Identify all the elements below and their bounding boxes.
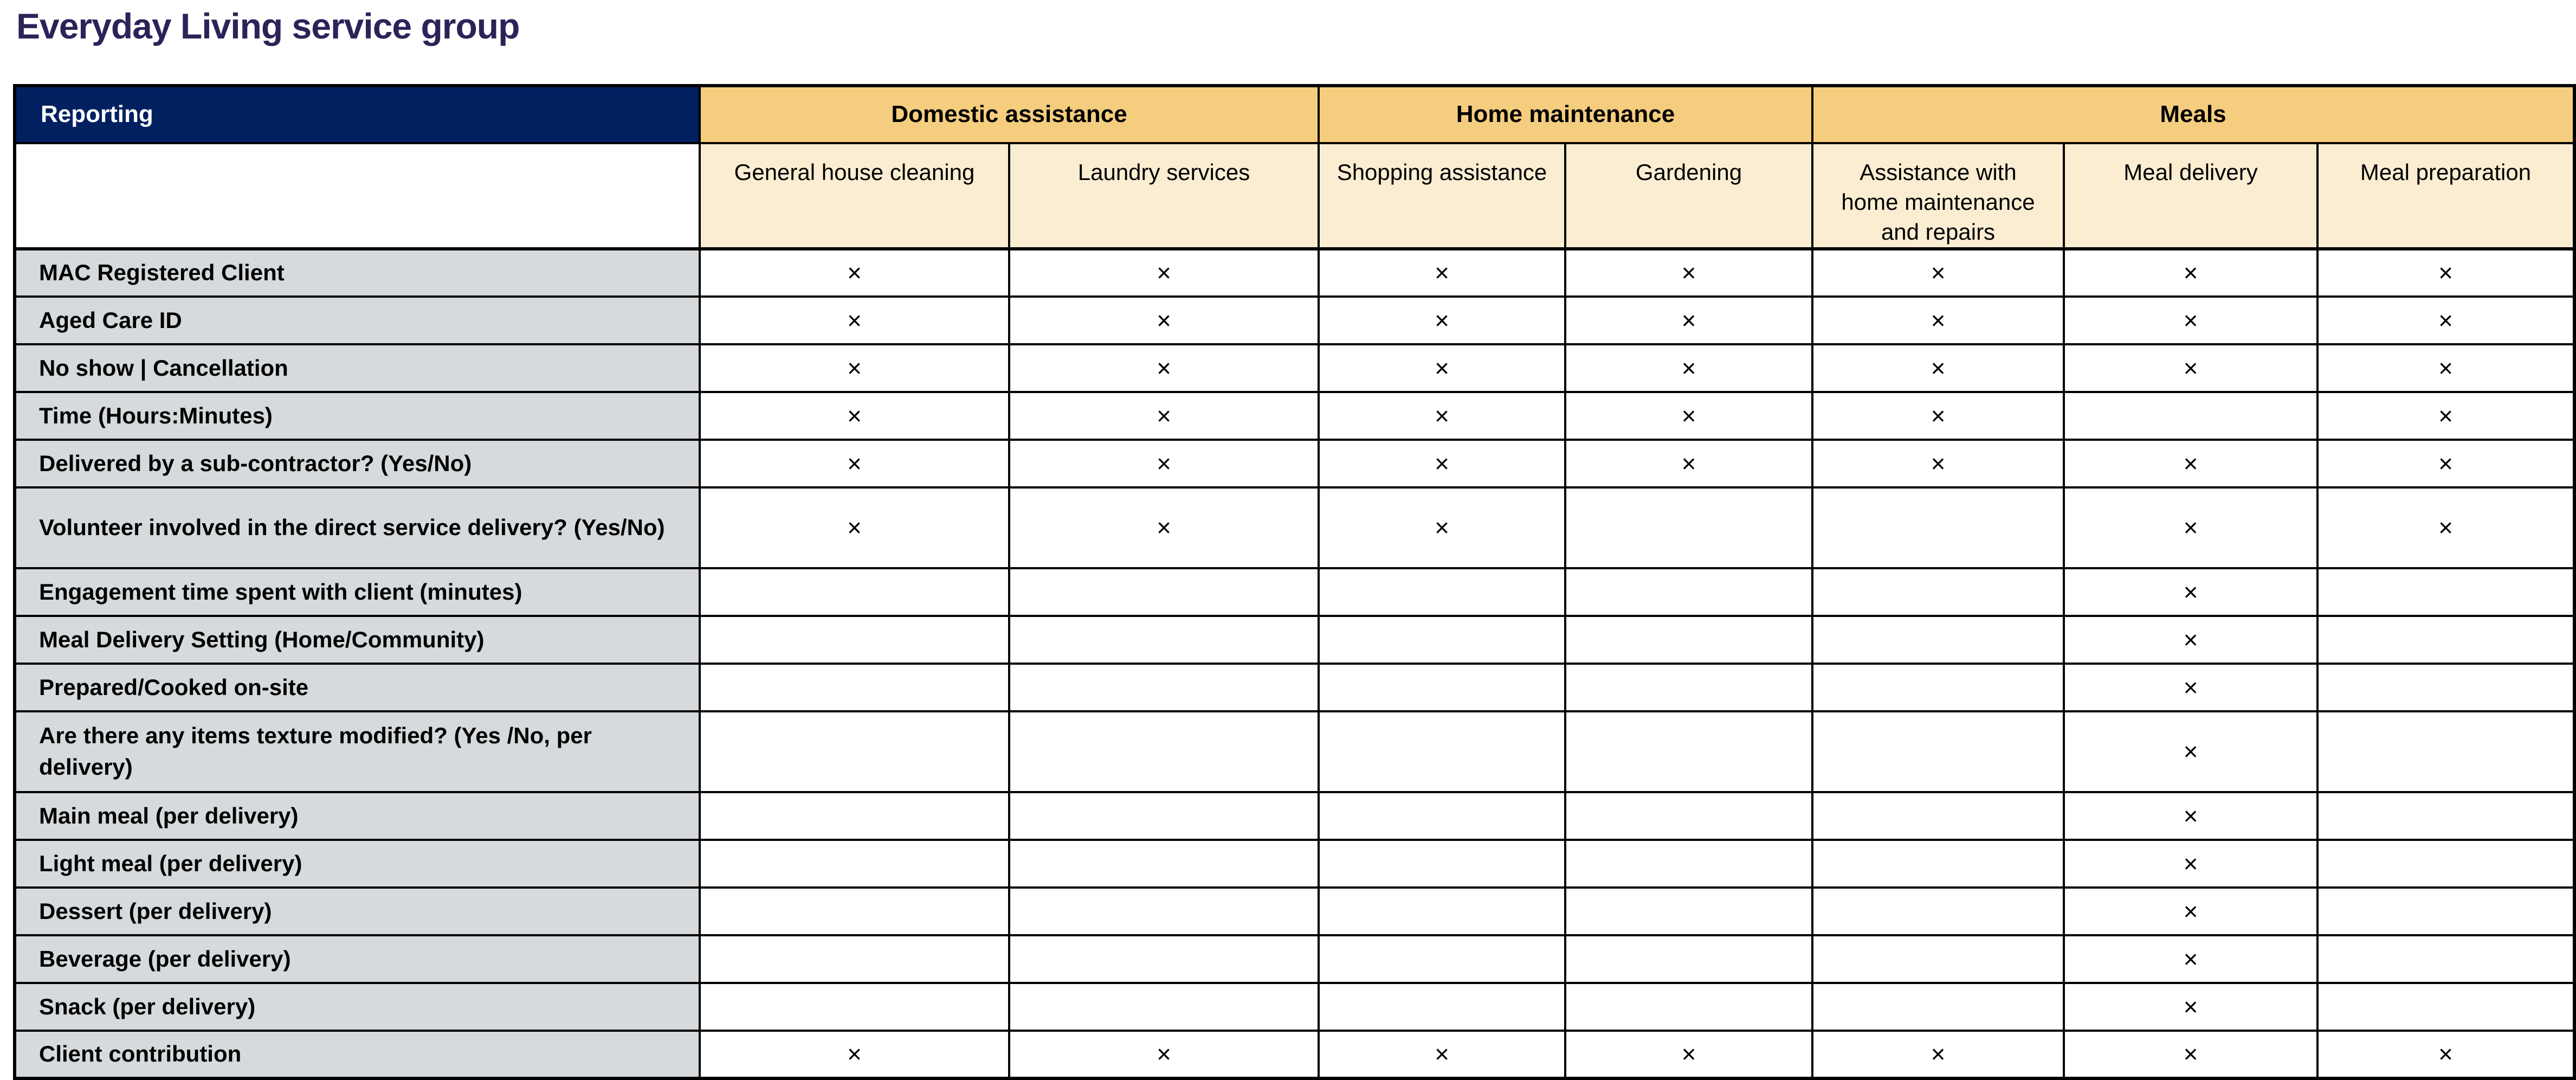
matrix-cell [1565,935,1812,983]
matrix-cell: × [700,344,1009,392]
matrix-cell: × [700,440,1009,487]
matrix-cell: × [1565,249,1812,297]
row-label: Time (Hours:Minutes) [15,392,700,440]
matrix-cell [2317,983,2574,1031]
matrix-cell: × [700,249,1009,297]
matrix-cell: × [1009,344,1319,392]
matrix-cell: × [2064,711,2317,792]
matrix-cell: × [2064,616,2317,664]
matrix-cell [1812,935,2064,983]
table-row [15,935,2574,983]
matrix-cell [700,840,1009,888]
matrix-cell [700,888,1009,935]
matrix-cell [1009,983,1319,1031]
matrix-cell [1009,664,1319,711]
matrix-cell [1565,983,1812,1031]
table-row [15,711,2574,792]
matrix-cell: × [1009,249,1319,297]
matrix-cell [1812,983,2064,1031]
matrix-cell [1319,935,1565,983]
matrix-cell [700,935,1009,983]
matrix-cell [700,616,1009,664]
group-header-domestic-assistance: Domestic assistance [700,86,1319,143]
matrix-cell [700,711,1009,792]
matrix-cell [2317,616,2574,664]
matrix-cell [1009,616,1319,664]
matrix-cell [2317,711,2574,792]
matrix-cell [1009,568,1319,616]
row-label: MAC Registered Client [15,249,700,297]
matrix-cell: × [1009,440,1319,487]
matrix-cell [2317,568,2574,616]
column-header-laundry-services: Laundry services [1009,143,1319,249]
matrix-cell [1009,840,1319,888]
matrix-cell: × [1565,344,1812,392]
matrix-cell [1812,568,2064,616]
matrix-cell [1565,616,1812,664]
matrix-cell [1009,792,1319,840]
matrix-cell [700,983,1009,1031]
matrix-cell: × [1319,1031,1565,1078]
matrix-cell [1319,840,1565,888]
column-header-gardening: Gardening [1565,143,1812,249]
matrix-cell [1009,935,1319,983]
matrix-cell: × [1812,440,2064,487]
matrix-cell [1565,888,1812,935]
matrix-cell: × [2317,487,2574,568]
matrix-cell: × [2064,440,2317,487]
row-label: Main meal (per delivery) [15,792,700,840]
column-header-shopping-assistance: Shopping assistance [1319,143,1565,249]
column-header-meal-delivery: Meal delivery [2064,143,2317,249]
matrix-cell: × [700,392,1009,440]
reporting-table [13,84,2576,1080]
column-header-assistance-home-maintenance-repairs: Assistance with home maintenance and repairs [1812,143,2064,249]
table-row [15,792,2574,840]
matrix-cell: × [2064,487,2317,568]
row-label: Light meal (per delivery) [15,840,700,888]
matrix-cell [2064,392,2317,440]
matrix-cell: × [1319,344,1565,392]
matrix-cell: × [1319,249,1565,297]
row-label: Volunteer involved in the direct service delivery? (Yes/No) [15,487,700,568]
table-row [15,616,2574,664]
matrix-cell: × [2064,840,2317,888]
matrix-cell: × [2064,888,2317,935]
row-label: Delivered by a sub-contractor? (Yes/No) [15,440,700,487]
matrix-cell: × [2064,935,2317,983]
matrix-cell [1812,711,2064,792]
matrix-cell: × [1812,344,2064,392]
matrix-cell: × [2064,1031,2317,1078]
group-header-home-maintenance: Home maintenance [1319,86,1812,143]
matrix-cell [700,664,1009,711]
row-label: Snack (per delivery) [15,983,700,1031]
matrix-cell [1812,792,2064,840]
row-label: Meal Delivery Setting (Home/Community) [15,616,700,664]
matrix-cell: × [2317,249,2574,297]
row-label: Prepared/Cooked on-site [15,664,700,711]
matrix-cell [1565,487,1812,568]
matrix-cell [1319,792,1565,840]
table-row [15,888,2574,935]
table-row [15,440,2574,487]
matrix-cell [2317,840,2574,888]
column-header-meal-preparation: Meal preparation [2317,143,2574,249]
matrix-cell: × [700,487,1009,568]
matrix-cell [1319,664,1565,711]
matrix-cell: × [1009,297,1319,344]
group-header-row [15,86,2574,143]
page-title: Everyday Living service group [16,6,520,46]
row-label: Aged Care ID [15,297,700,344]
table-row [15,840,2574,888]
matrix-cell: × [2064,792,2317,840]
matrix-cell [1319,711,1565,792]
table-row [15,487,2574,568]
matrix-cell: × [2317,344,2574,392]
row-label: Beverage (per delivery) [15,935,700,983]
matrix-cell [700,792,1009,840]
matrix-cell [1812,840,2064,888]
matrix-cell [2317,792,2574,840]
matrix-cell [2317,935,2574,983]
matrix-cell: × [2064,664,2317,711]
matrix-cell [1565,792,1812,840]
matrix-cell: × [2064,297,2317,344]
column-header-general-house-cleaning: General house cleaning [700,143,1009,249]
matrix-cell [2317,888,2574,935]
corner-header-reporting: Reporting [15,86,700,143]
matrix-cell: × [1565,1031,1812,1078]
matrix-cell: × [1812,1031,2064,1078]
matrix-cell [1565,840,1812,888]
row-label: Dessert (per delivery) [15,888,700,935]
matrix-cell: × [1319,297,1565,344]
column-header-row [15,143,2574,249]
table-row [15,568,2574,616]
matrix-cell [1812,616,2064,664]
matrix-cell: × [700,1031,1009,1078]
table-row [15,249,2574,297]
matrix-cell [1009,711,1319,792]
matrix-cell [1565,664,1812,711]
table-row [15,344,2574,392]
table-row [15,297,2574,344]
matrix-cell: × [1812,249,2064,297]
matrix-cell: × [2064,249,2317,297]
subheader-blank-cell [15,143,700,249]
matrix-cell [1319,983,1565,1031]
matrix-cell [1319,888,1565,935]
matrix-cell: × [1009,487,1319,568]
matrix-cell [1812,664,2064,711]
matrix-cell: × [1009,392,1319,440]
matrix-cell [2317,664,2574,711]
matrix-cell [1812,888,2064,935]
matrix-cell [1319,616,1565,664]
matrix-cell [1009,888,1319,935]
table-row [15,983,2574,1031]
matrix-cell: × [2317,1031,2574,1078]
matrix-cell [1565,568,1812,616]
row-label: No show | Cancellation [15,344,700,392]
matrix-cell: × [1812,297,2064,344]
table-row [15,392,2574,440]
matrix-cell: × [1565,297,1812,344]
matrix-cell: × [2064,344,2317,392]
table-row [15,1031,2574,1078]
matrix-cell: × [700,297,1009,344]
matrix-cell: × [2317,297,2574,344]
group-header-meals: Meals [1812,86,2574,143]
matrix-cell: × [1009,1031,1319,1078]
matrix-cell [1812,487,2064,568]
table-row [15,664,2574,711]
matrix-cell [1319,568,1565,616]
row-label: Client contribution [15,1031,700,1078]
row-label: Are there any items texture modified? (Yes /No, per delivery) [15,711,700,792]
matrix-cell: × [2317,392,2574,440]
matrix-cell: × [2064,983,2317,1031]
matrix-cell: × [1319,487,1565,568]
matrix-cell: × [2064,568,2317,616]
matrix-cell: × [1319,440,1565,487]
matrix-cell: × [2317,440,2574,487]
matrix-cell [1565,711,1812,792]
row-label: Engagement time spent with client (minutes) [15,568,700,616]
matrix-cell [700,568,1009,616]
matrix-cell: × [1812,392,2064,440]
matrix-cell: × [1319,392,1565,440]
matrix-cell: × [1565,392,1812,440]
matrix-cell: × [1565,440,1812,487]
